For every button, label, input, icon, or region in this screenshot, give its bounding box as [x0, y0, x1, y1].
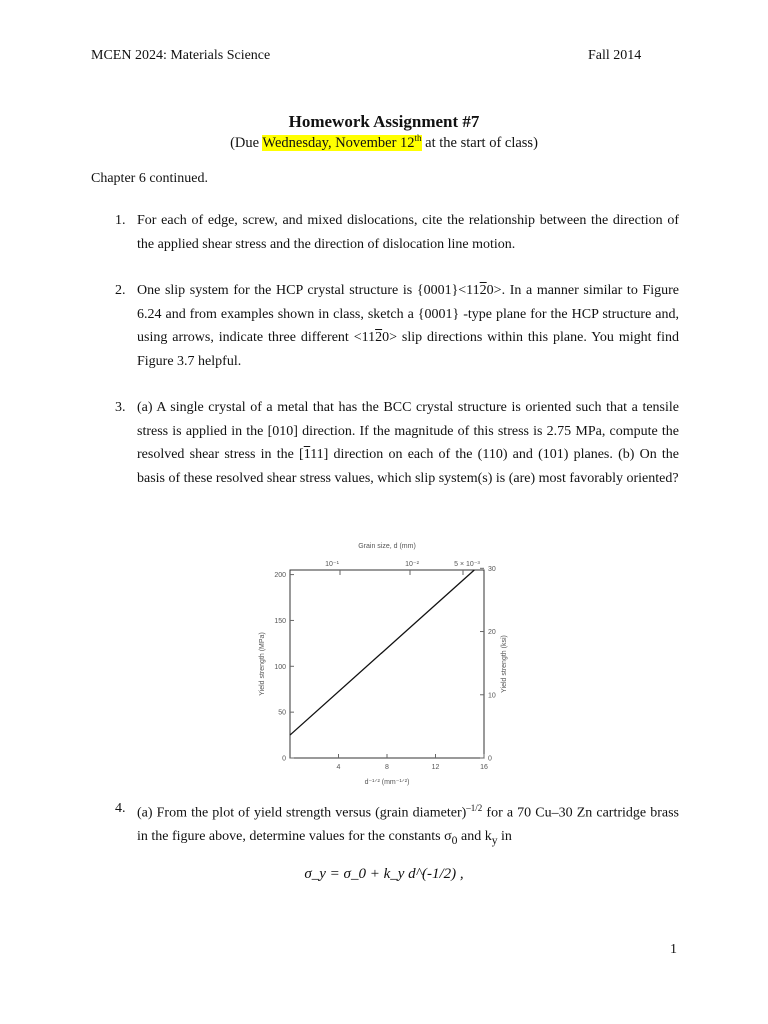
left-axis-label: Yield strength (MPa)	[259, 632, 266, 696]
question-2	[91, 279, 679, 373]
bottom-tick-label: 4	[336, 764, 341, 771]
top-axis-title: Grain size, d (mm)	[358, 543, 416, 550]
left-tick-label: 100	[274, 663, 286, 671]
page-number: 1	[670, 942, 677, 957]
right-axis-label: Yield strength (ksi)	[501, 635, 508, 693]
due-rest: at the start of class)	[421, 134, 538, 151]
right-tick-label: 0	[488, 755, 492, 763]
hall-petch-formula: σ_y = σ_0 + k_y d^(-1/2) ,	[304, 866, 464, 882]
header-term: Fall 2014	[588, 48, 642, 63]
page-title: Homework Assignment #7	[288, 112, 480, 131]
question-4	[91, 797, 679, 852]
bottom-axis-label: d⁻¹ᐟ² (mm⁻¹ᐟ²)	[364, 779, 410, 786]
question-number: 2.	[115, 283, 126, 298]
bottom-tick-label: 8	[385, 764, 389, 771]
question-number: 4.	[115, 801, 126, 816]
plot-frame	[290, 570, 484, 758]
right-tick-label: 20	[488, 629, 496, 637]
question-1	[91, 209, 679, 256]
header-course: MCEN 2024: Materials Science	[91, 48, 271, 63]
due-line	[0, 133, 768, 152]
question-text: One slip system for the HCP crystal structure is {0001}<1120>. In a manner similar to Figure 6.24 and from examples shown in class, sketch a {0001} -type plane for the HCP structure and, using arrows, indicate three different <1120> slip directions within this plane. You might find Figure 3.7 helpful.	[137, 283, 679, 369]
left-tick-label: 150	[274, 617, 286, 625]
yield-strength-chart	[252, 532, 516, 792]
left-tick-label: 200	[274, 572, 286, 580]
right-tick-label: 10	[488, 692, 496, 700]
due-date: Wednesday, November 12th	[262, 133, 422, 151]
question-3	[91, 396, 679, 490]
left-tick-label: 0	[282, 755, 286, 763]
left-tick-label: 50	[278, 709, 286, 717]
series-line	[290, 570, 474, 735]
right-tick-labels	[480, 566, 496, 763]
bottom-tick-label: 12	[431, 764, 440, 771]
due-open: (Due	[230, 134, 263, 151]
chapter-note: Chapter 6 continued.	[91, 171, 209, 186]
question-text: For each of edge, screw, and mixed dislocations, cite the relationship between the direction of the applied shear stress and the direction of dislocation line motion.	[137, 213, 679, 252]
bottom-tick-labels	[337, 754, 488, 771]
top-tick-label: 10⁻²	[405, 561, 419, 568]
question-number: 1.	[115, 213, 126, 228]
question-text: (a) From the plot of yield strength versus (grain diameter)$^{-1/2}$ for a 70 Cu–30 Zn cartridge brass in the figure above, determine values for the constants $\sigma_0$ and $k_y$ in	[137, 803, 679, 847]
top-tick-label: 10⁻¹	[325, 561, 339, 568]
question-number: 3.	[115, 400, 126, 415]
question-text: (a) A single crystal of a metal that has the BCC crystal structure is oriented such that a tensile stress is applied in the [010] direction. If the magnitude of this stress is 2.75 MPa, compute the resolved shear stress in the [111] direction on each of the (110) and (101) planes. (b) On the basis of these resolved shear stress values, which slip system(s) is (are) most favorably oriented?	[137, 400, 680, 486]
right-tick-label: 30	[488, 565, 496, 573]
top-tick-label: 5 × 10⁻³	[454, 561, 480, 568]
bottom-tick-label: 16	[480, 764, 488, 771]
